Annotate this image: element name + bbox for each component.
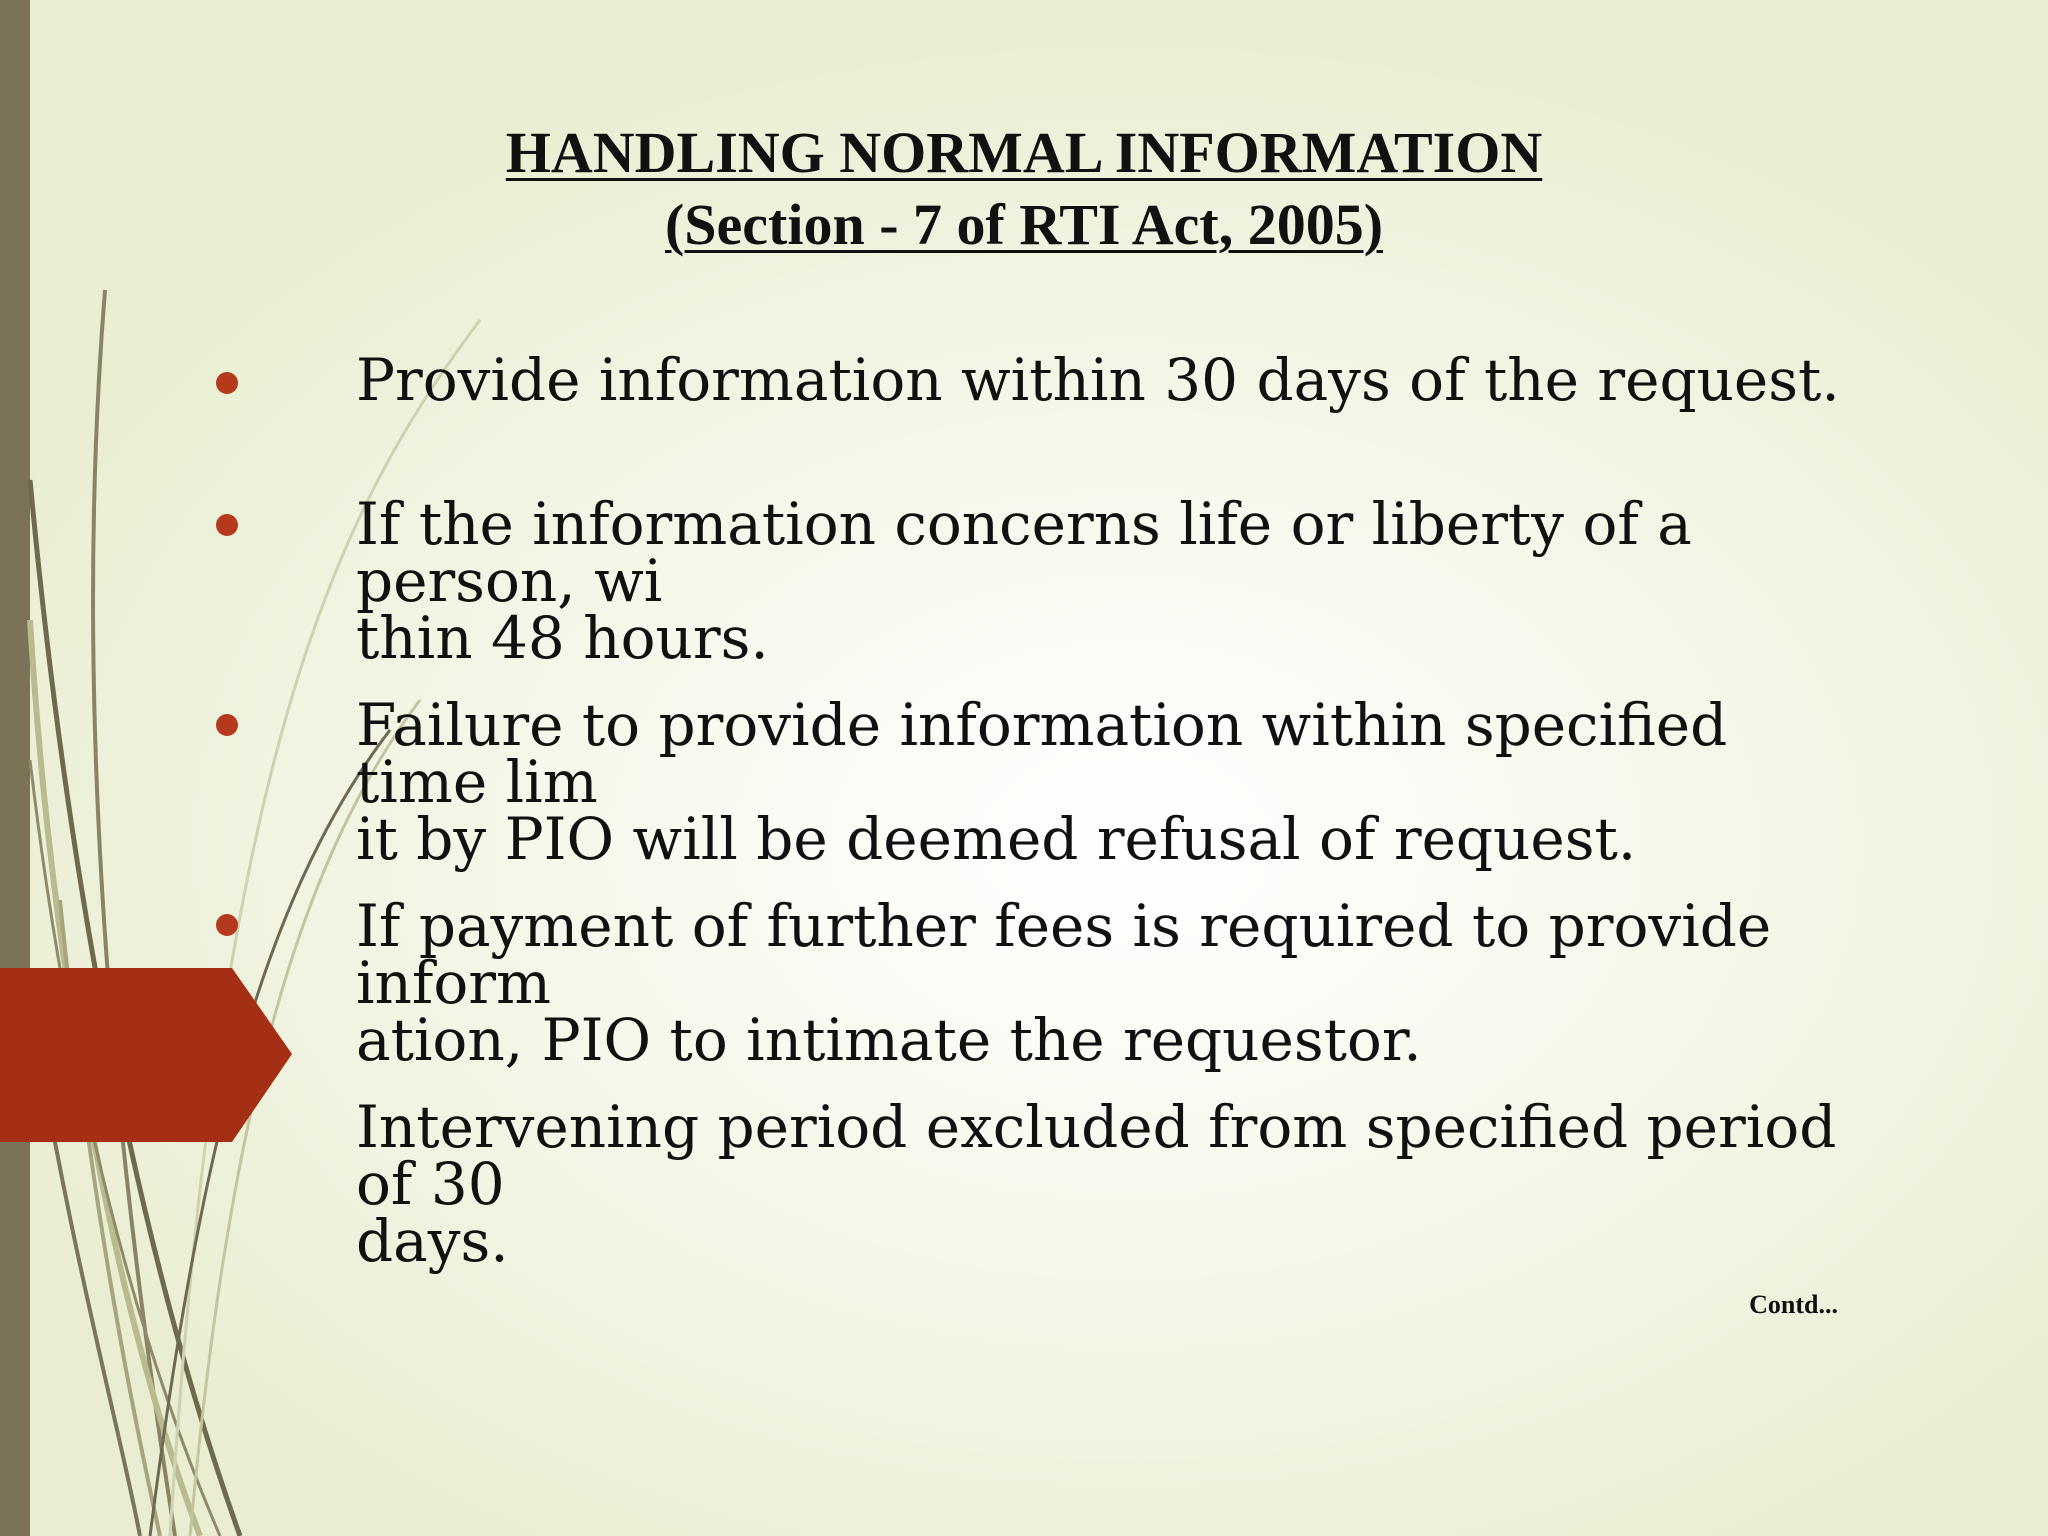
bullet-dot	[216, 372, 238, 394]
bullet-item-5: Intervening period excluded from specified period of 30 days.	[356, 1093, 1837, 1275]
title-line-1: HANDLING NORMAL INFORMATION	[505, 120, 1543, 185]
bullet-item-3: Failure to provide information within specified time lim it by PIO will be deemed refusal of request.	[356, 691, 1728, 873]
bullet-dot	[216, 514, 238, 536]
bullet-dot	[216, 914, 238, 936]
bullet-item-4: If payment of further fees is required to provide inform ation, PIO to intimate the requestor.	[356, 892, 1772, 1074]
bullet-dot	[216, 714, 238, 736]
continued-note: Contd...	[1749, 1290, 1838, 1319]
red-arrow-tab	[0, 968, 300, 1144]
slide-title	[0, 118, 2048, 188]
title-line-2: (Section - 7 of RTI Act, 2005)	[664, 192, 1384, 257]
bullet-item-2: If the information concerns life or liberty of a person, wi thin 48 hours.	[356, 490, 1692, 672]
bullet-item-1: Provide information within 30 days of the request.	[356, 346, 1840, 414]
slide-subtitle	[0, 190, 2048, 260]
